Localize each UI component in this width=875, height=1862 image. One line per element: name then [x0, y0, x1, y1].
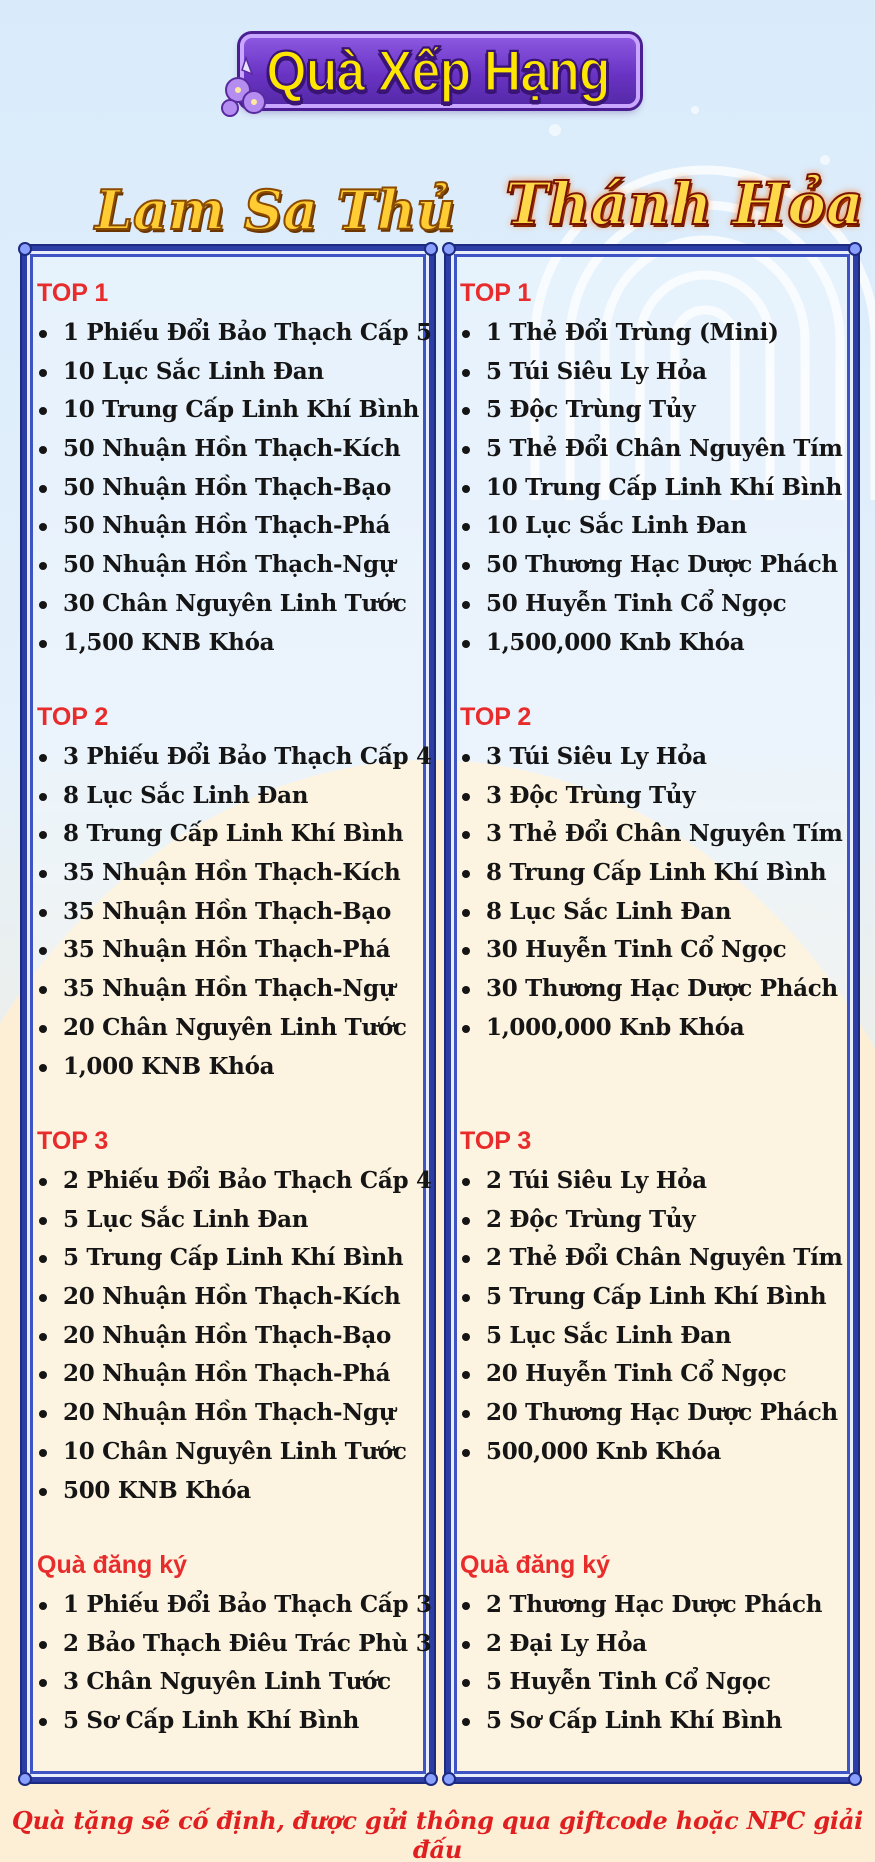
reward-item: 30 Chân Nguyên Linh Tước	[37, 585, 437, 624]
reward-item: 5 Lục Sắc Linh Đan	[37, 1201, 437, 1240]
reward-item: 1,500 KNB Khóa	[37, 624, 437, 663]
column-title-thanh-hoa: Thánh Hỏa	[505, 170, 864, 238]
reward-item: 1 Phiếu Đổi Bảo Thạch Cấp 5	[37, 314, 437, 353]
reward-item: 50 Thương Hạc Dược Phách	[460, 546, 860, 585]
reward-item: 5 Trung Cấp Linh Khí Bình	[37, 1239, 437, 1278]
section-heading: Quà đăng ký	[460, 1551, 611, 1579]
reward-item: 5 Lục Sắc Linh Đan	[460, 1317, 860, 1356]
section-top-2	[460, 702, 860, 1048]
section-top-1	[37, 278, 437, 662]
reward-list	[37, 1586, 437, 1741]
reward-item: 8 Lục Sắc Linh Đan	[37, 777, 437, 816]
reward-item: 50 Huyễn Tinh Cổ Ngọc	[460, 585, 860, 624]
reward-item: 2 Phiếu Đổi Bảo Thạch Cấp 4	[37, 1162, 437, 1201]
reward-item: 30 Thương Hạc Dược Phách	[460, 970, 860, 1009]
reward-item: 30 Huyễn Tinh Cổ Ngọc	[460, 931, 860, 970]
reward-item: 2 Bảo Thạch Điêu Trác Phù 3	[37, 1625, 437, 1664]
reward-item: 20 Nhuận Hồn Thạch-Ngự	[37, 1394, 437, 1433]
reward-item: 2 Túi Siêu Ly Hỏa	[460, 1162, 860, 1201]
reward-list	[460, 1586, 860, 1741]
reward-item: 2 Đại Ly Hỏa	[460, 1625, 860, 1664]
reward-list	[37, 738, 437, 1086]
footer-note: Quà tặng sẽ cố định, được gửi thông qua giftcode hoặc NPC giải đấu	[11, 1806, 864, 1862]
reward-item: 20 Nhuận Hồn Thạch-Bạo	[37, 1317, 437, 1356]
reward-item: 5 Sơ Cấp Linh Khí Bình	[460, 1702, 860, 1741]
reward-item: 2 Thương Hạc Dược Phách	[460, 1586, 860, 1625]
reward-item: 8 Lục Sắc Linh Đan	[460, 893, 860, 932]
reward-item: 1,500,000 Knb Khóa	[460, 624, 860, 663]
reward-item: 8 Trung Cấp Linh Khí Bình	[37, 815, 437, 854]
reward-item: 5 Trung Cấp Linh Khí Bình	[460, 1278, 860, 1317]
reward-item: 1,000 KNB Khóa	[37, 1048, 437, 1087]
reward-item: 500 KNB Khóa	[37, 1472, 437, 1511]
reward-item: 3 Chân Nguyên Linh Tước	[37, 1663, 437, 1702]
reward-list	[460, 738, 860, 1048]
reward-item: 3 Độc Trùng Tủy	[460, 777, 860, 816]
reward-item: 20 Huyễn Tinh Cổ Ngọc	[460, 1355, 860, 1394]
reward-item: 2 Thẻ Đổi Chân Nguyên Tím	[460, 1239, 860, 1278]
reward-item: 20 Thương Hạc Dược Phách	[460, 1394, 860, 1433]
frame-corner	[424, 1772, 438, 1786]
reward-item: 35 Nhuận Hồn Thạch-Ngự	[37, 970, 437, 1009]
reward-item: 5 Độc Trùng Tủy	[460, 391, 860, 430]
reward-item: 3 Thẻ Đổi Chân Nguyên Tím	[460, 815, 860, 854]
reward-item: 5 Túi Siêu Ly Hỏa	[460, 353, 860, 392]
section-top-3	[37, 1126, 437, 1510]
reward-item: 10 Lục Sắc Linh Đan	[37, 353, 437, 392]
reward-item: 20 Chân Nguyên Linh Tước	[37, 1009, 437, 1048]
frame-corner	[442, 242, 456, 256]
reward-item: 5 Thẻ Đổi Chân Nguyên Tím	[460, 430, 860, 469]
reward-list	[460, 1162, 860, 1472]
reward-item: 35 Nhuận Hồn Thạch-Kích	[37, 854, 437, 893]
reward-item: 10 Trung Cấp Linh Khí Bình	[460, 469, 860, 508]
section-registration	[460, 1550, 860, 1741]
header-banner	[218, 20, 658, 125]
section-top-1	[460, 278, 860, 662]
reward-item: 8 Trung Cấp Linh Khí Bình	[460, 854, 860, 893]
section-top-3	[460, 1126, 860, 1472]
section-heading: TOP 1	[37, 279, 109, 307]
column-title-lam-sa-thu: Lam Sa Thủ	[95, 178, 456, 242]
reward-item: 50 Nhuận Hồn Thạch-Bạo	[37, 469, 437, 508]
reward-item: 50 Nhuận Hồn Thạch-Phá	[37, 507, 437, 546]
banner-title: Quà Xếp Hạng	[266, 40, 610, 104]
reward-item: 5 Huyễn Tinh Cổ Ngọc	[460, 1663, 860, 1702]
section-registration	[37, 1550, 437, 1741]
frame-corner	[848, 242, 862, 256]
frame-corner	[424, 242, 438, 256]
section-heading: TOP 3	[37, 1127, 109, 1155]
reward-item: 50 Nhuận Hồn Thạch-Ngự	[37, 546, 437, 585]
frame-corner	[18, 242, 32, 256]
frame-corner	[18, 1772, 32, 1786]
reward-item: 50 Nhuận Hồn Thạch-Kích	[37, 430, 437, 469]
reward-item: 10 Trung Cấp Linh Khí Bình	[37, 391, 437, 430]
reward-item: 500,000 Knb Khóa	[460, 1433, 860, 1472]
reward-item: 20 Nhuận Hồn Thạch-Phá	[37, 1355, 437, 1394]
reward-item: 10 Chân Nguyên Linh Tước	[37, 1433, 437, 1472]
reward-item: 35 Nhuận Hồn Thạch-Phá	[37, 931, 437, 970]
reward-item: 35 Nhuận Hồn Thạch-Bạo	[37, 893, 437, 932]
reward-item: 20 Nhuận Hồn Thạch-Kích	[37, 1278, 437, 1317]
section-heading: TOP 2	[37, 703, 109, 731]
section-heading: Quà đăng ký	[37, 1551, 188, 1579]
reward-item: 1,000,000 Knb Khóa	[460, 1009, 860, 1048]
frame-corner	[848, 1772, 862, 1786]
section-heading: TOP 1	[460, 279, 532, 307]
reward-item: 2 Độc Trùng Tủy	[460, 1201, 860, 1240]
reward-item: 1 Thẻ Đổi Trùng (Mini)	[460, 314, 860, 353]
reward-item: 3 Túi Siêu Ly Hỏa	[460, 738, 860, 777]
reward-item: 10 Lục Sắc Linh Đan	[460, 507, 860, 546]
frame-corner	[442, 1772, 456, 1786]
section-top-2	[37, 702, 437, 1086]
section-heading: TOP 2	[460, 703, 532, 731]
reward-list	[460, 314, 860, 662]
reward-item: 3 Phiếu Đổi Bảo Thạch Cấp 4	[37, 738, 437, 777]
reward-item: 1 Phiếu Đổi Bảo Thạch Cấp 3	[37, 1586, 437, 1625]
reward-item: 5 Sơ Cấp Linh Khí Bình	[37, 1702, 437, 1741]
reward-list	[37, 1162, 437, 1510]
reward-list	[37, 314, 437, 662]
section-heading: TOP 3	[460, 1127, 532, 1155]
